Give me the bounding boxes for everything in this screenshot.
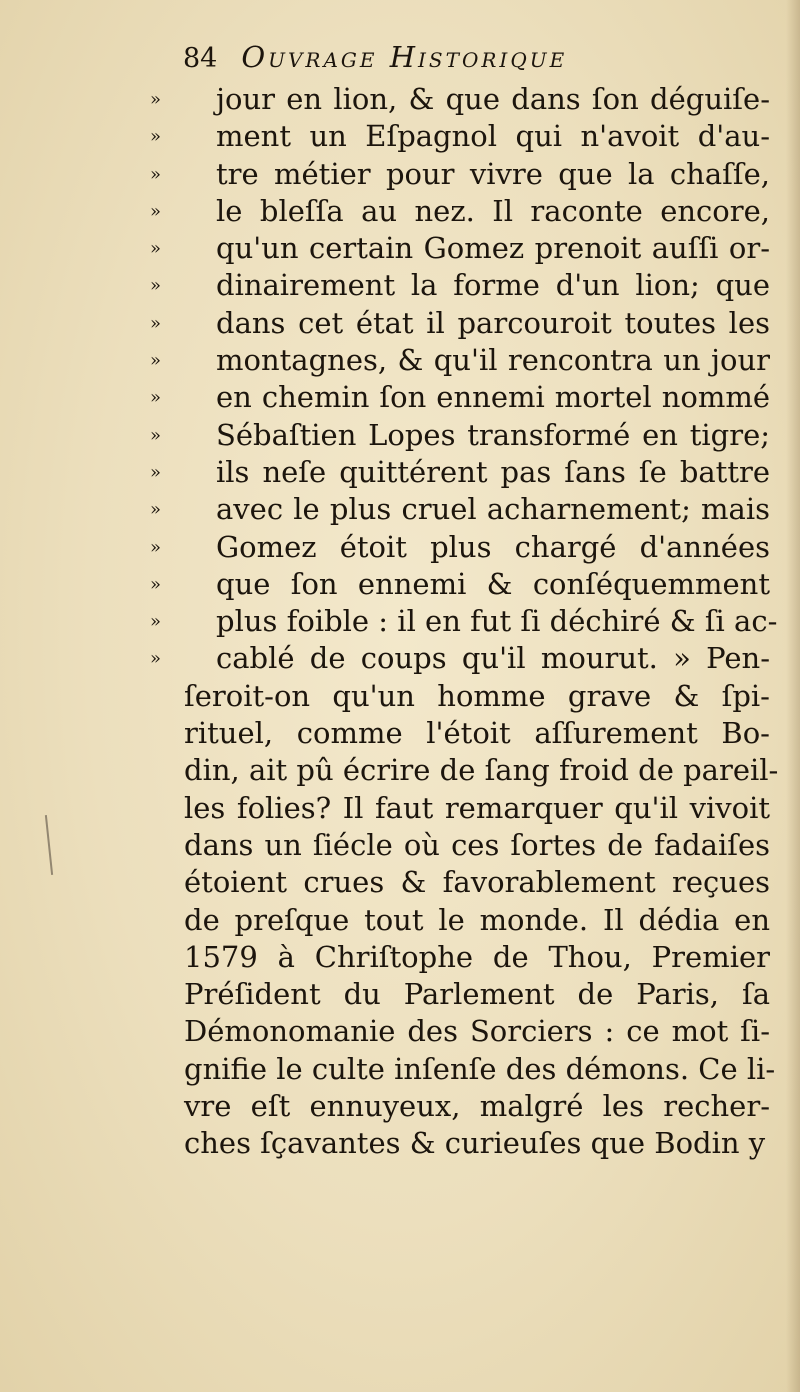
text-line bbox=[180, 790, 770, 827]
text-line bbox=[150, 491, 770, 528]
line-text: cablé de coups qu'il mourut. » Pen- bbox=[216, 641, 770, 676]
quotation-mark: » bbox=[150, 89, 162, 110]
line-text: rituel, comme l'étoit aſſurement Bo- bbox=[184, 716, 770, 751]
quotation-mark: » bbox=[150, 461, 162, 483]
text-line bbox=[150, 193, 770, 230]
line-text: ils neſe quittérent pas ſans ſe battre bbox=[216, 454, 770, 489]
line-text: 1579 à Chriſtophe de Thou, Premier bbox=[184, 939, 770, 974]
line-text: le bleſſa au nez. Il raconte encore, bbox=[216, 193, 770, 228]
text-line bbox=[150, 454, 770, 491]
quotation-mark: » bbox=[150, 200, 162, 222]
text-line bbox=[150, 342, 770, 379]
line-text: ſeroit-on qu'un homme grave & ſpi- bbox=[184, 678, 770, 713]
text-line bbox=[180, 1013, 770, 1050]
line-text: din, ait pû écrire de ſang froid de pareil- bbox=[184, 753, 779, 788]
line-text: dans un ſiécle où ces ſortes de fadaiſes bbox=[184, 827, 770, 862]
line-text: jour en lion, & que dans ſon déguiſe- bbox=[216, 82, 770, 116]
text-line bbox=[180, 752, 779, 789]
quotation-mark: » bbox=[150, 350, 162, 372]
margin-pencil-mark bbox=[45, 815, 53, 875]
text-line bbox=[150, 417, 770, 454]
line-text: montagnes, & qu'il rencontra un jour bbox=[216, 343, 770, 378]
text-line bbox=[180, 678, 770, 715]
text-line bbox=[150, 118, 770, 155]
text-line bbox=[150, 267, 770, 304]
line-text: plus foible : il en fut ſi déchiré & ſi ac- bbox=[216, 604, 778, 639]
text-line bbox=[180, 864, 770, 901]
text-line bbox=[150, 529, 770, 566]
line-text: Démonomanie des Sorciers : ce mot ſi- bbox=[184, 1014, 770, 1049]
line-text: ment un Eſpagnol qui n'avoit d'au- bbox=[216, 119, 770, 154]
body-text bbox=[150, 81, 779, 1163]
page-edge-shadow bbox=[786, 0, 800, 1392]
quotation-mark: » bbox=[150, 126, 162, 148]
line-text: de preſque tout le monde. Il dédia en bbox=[184, 902, 770, 937]
text-line bbox=[150, 640, 770, 677]
text-line bbox=[180, 939, 770, 976]
line-text: Sébaſtien Lopes transformé en tigre; bbox=[216, 417, 770, 452]
line-text: les folies? Il faut remarquer qu'il vivoit bbox=[184, 790, 770, 825]
text-line bbox=[150, 603, 778, 640]
text-line bbox=[180, 827, 770, 864]
line-text: Gomez étoit plus chargé d'années bbox=[216, 529, 770, 564]
quotation-mark: » bbox=[150, 387, 162, 409]
page-header bbox=[183, 40, 743, 84]
line-text: étoient crues & favorablement reçues bbox=[184, 865, 770, 900]
line-text: vre eſt ennuyeux, malgré les recher- bbox=[184, 1089, 770, 1124]
line-text: ches ſçavantes & curieuſes que Bodin y bbox=[184, 1126, 766, 1161]
page-number: 84 bbox=[183, 43, 218, 74]
line-text: tre métier pour vivre que la chaſſe, bbox=[216, 156, 770, 191]
text-line bbox=[150, 566, 770, 603]
text-line bbox=[150, 305, 770, 342]
quotation-mark: » bbox=[150, 648, 162, 670]
quotation-mark: » bbox=[150, 424, 162, 446]
text-line bbox=[180, 1051, 776, 1088]
quotation-mark: » bbox=[150, 163, 162, 185]
line-text: Préſident du Parlement de Paris, ſa bbox=[184, 977, 770, 1012]
line-text: que ſon ennemi & conſéquemment bbox=[216, 566, 770, 601]
line-text: avec le plus cruel acharnement; mais bbox=[216, 492, 770, 527]
text-line bbox=[180, 1125, 770, 1162]
line-text: en chemin ſon ennemi mortel nommé bbox=[216, 380, 770, 415]
text-line bbox=[180, 715, 770, 752]
text-line bbox=[150, 379, 770, 416]
quotation-mark: » bbox=[150, 611, 162, 633]
text-line bbox=[180, 976, 770, 1013]
text-line bbox=[180, 902, 770, 939]
running-title: Ouvrage Historique bbox=[241, 40, 568, 74]
line-text: dans cet état il parcouroit toutes les bbox=[216, 305, 770, 340]
quotation-mark: » bbox=[150, 275, 162, 297]
quotation-mark: » bbox=[150, 238, 162, 260]
text-line bbox=[150, 81, 770, 118]
quotation-mark: » bbox=[150, 573, 162, 595]
text-line bbox=[150, 230, 770, 267]
line-text: qu'un certain Gomez prenoit auſſi or- bbox=[216, 231, 770, 266]
text-line bbox=[180, 1088, 770, 1125]
quotation-mark: » bbox=[150, 499, 162, 521]
quotation-mark: » bbox=[150, 536, 162, 558]
quotation-mark: » bbox=[150, 312, 162, 334]
line-text: dinairement la forme d'un lion; que bbox=[216, 268, 770, 303]
text-line bbox=[150, 156, 770, 193]
line-text: gnifie le culte inſenſe des démons. Ce li- bbox=[184, 1051, 776, 1086]
